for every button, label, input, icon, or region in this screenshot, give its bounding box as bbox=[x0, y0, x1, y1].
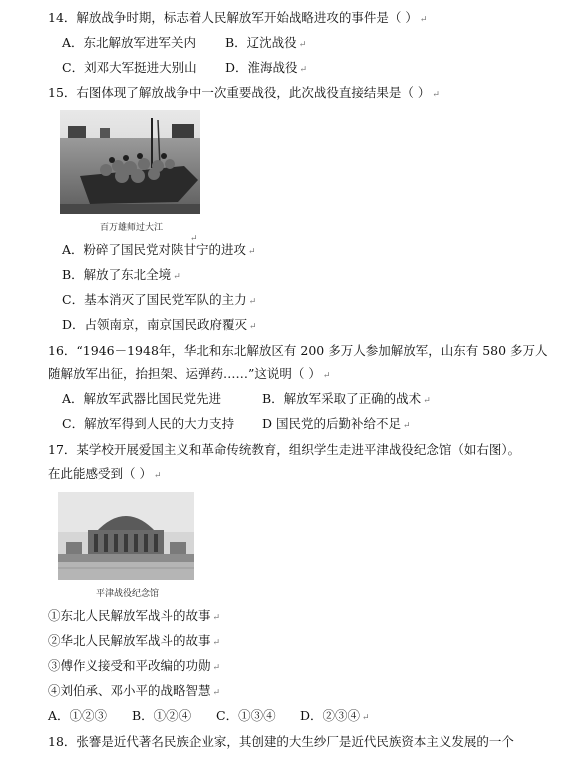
q17-item-4: ④刘伯承、邓小平的战略智慧 ↵ bbox=[48, 683, 221, 698]
q14-stem: 14．解放战争时期，标志着人民解放军开始战略进攻的事件是（ ） ↵ bbox=[48, 10, 428, 25]
q17-image-caption: 平津战役纪念馆 bbox=[96, 589, 160, 599]
q16-stem-line2: 随解放军出征，抬担架、运弹药……”这说明（ ） ↵ bbox=[48, 366, 331, 381]
q14-option-d: D．淮海战役 ↵ bbox=[225, 60, 308, 75]
q17-item-3: ③傅作义接受和平改编的功勋 ↵ bbox=[48, 658, 221, 673]
q15-image-caption: 百万雄师过大江 bbox=[100, 223, 164, 233]
q15-option-d: D．占领南京，南京国民政府覆灭 ↵ bbox=[62, 317, 257, 332]
q17-option-b: B．①②④ bbox=[132, 708, 192, 723]
q15-option-c: C．基本消灭了国民党军队的主力 ↵ bbox=[62, 292, 257, 307]
q17-option-a: A．①②③ bbox=[48, 708, 108, 723]
memorial-hall-photo bbox=[58, 492, 194, 580]
q16-option-b: B．解放军采取了正确的战术 ↵ bbox=[262, 391, 431, 406]
q16-option-d: D 国民党的后勤补给不足 ↵ bbox=[262, 416, 411, 431]
q15-option-b: B．解放了东北全境 ↵ bbox=[62, 267, 181, 282]
q17-stem-line1: 17．某学校开展爱国主义和革命传统教育，组织学生走进平津战役纪念馆（如右图）。 bbox=[48, 442, 521, 457]
q14-option-b: B．辽沈战役 ↵ bbox=[225, 35, 307, 50]
q16-option-c: C．解放军得到人民的大力支持 bbox=[62, 416, 235, 431]
q14-option-c: C．刘邓大军挺进大别山 bbox=[62, 60, 197, 75]
q17-stem-line2: 在此能感受到（ ） ↵ bbox=[48, 466, 162, 481]
q17-item-1: ①东北人民解放军战斗的故事 ↵ bbox=[48, 608, 221, 623]
q14-option-a: A．东北解放军进军关内 bbox=[62, 35, 197, 50]
q16-stem-line1: 16．“1946－1948年，华北和东北解放区有 200 多万人参加解放军，山东有 580 多万人 bbox=[48, 343, 548, 358]
q17-option-d: D．②③④ ↵ bbox=[300, 708, 370, 723]
q16-option-a: A．解放军武器比国民党先进 bbox=[62, 391, 222, 406]
q15-option-a: A．粉碎了国民党对陕甘宁的进攻 ↵ bbox=[62, 242, 256, 257]
q17-option-c: C．①③④ bbox=[216, 708, 276, 723]
q17-item-2: ②华北人民解放军战斗的故事 ↵ bbox=[48, 633, 221, 648]
q15-image-paragraph-mark: ↵ bbox=[190, 234, 198, 244]
q18-stem-line1: 18．张謇是近代著名民族企业家，其创建的大生纱厂是近代民族资本主义发展的一个 bbox=[48, 734, 514, 749]
q15-stem: 15．右图体现了解放战争中一次重要战役，此次战役直接结果是（ ） ↵ bbox=[48, 85, 440, 100]
crossing-river-photo bbox=[60, 110, 200, 214]
